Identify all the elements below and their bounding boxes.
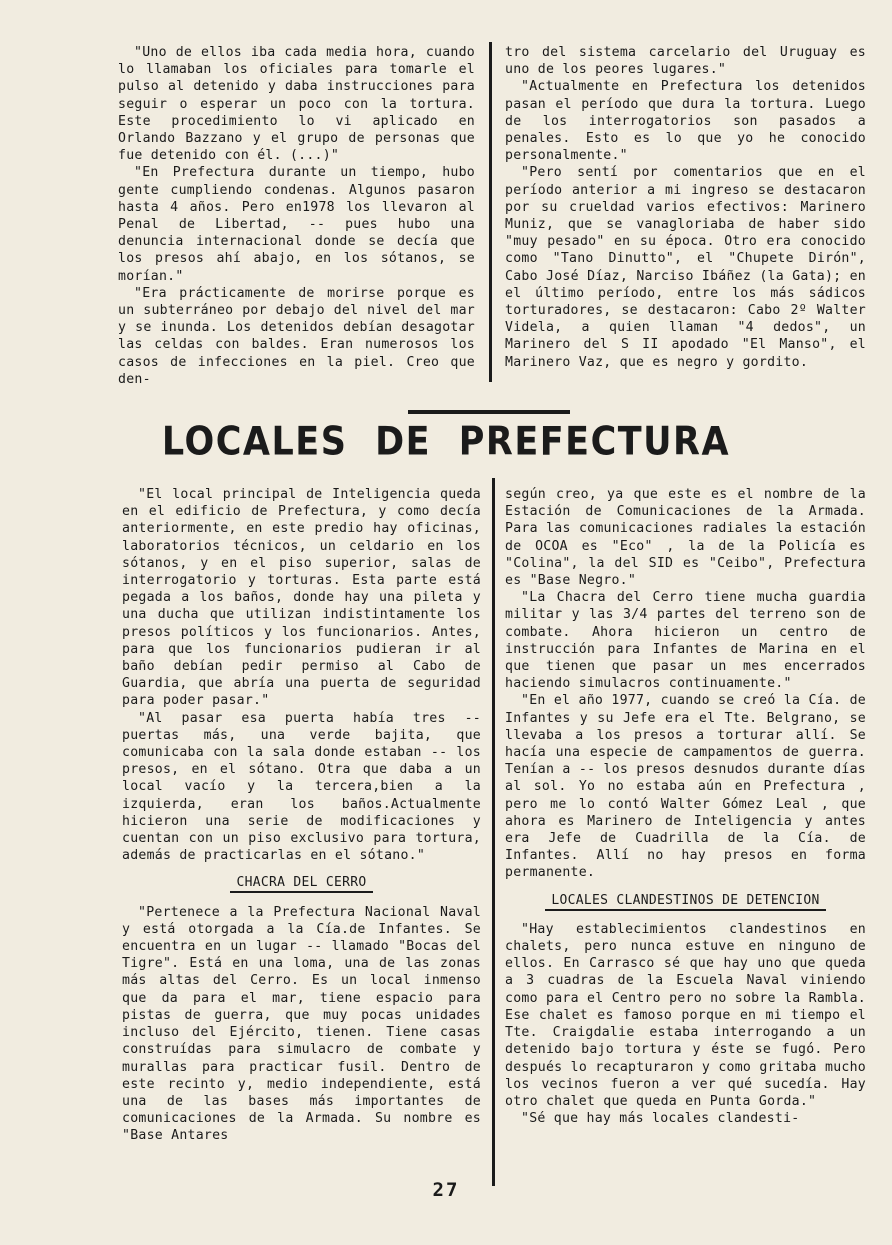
paragraph: "Pertenece a la Prefectura Nacional Naval y está otorgada a la Cía.de Infantes. Se encuentra en un lugar -- llamado "Bocas del Tigre". Está en una loma, una de las zonas más altas del Cerro. Es un local inmenso que da para el mar, tiene espacio para pistas de guerra, que muy pocas unidades incluso del Ejército, tienen. Tiene casas construídas para simulacro de combate y murallas para practicar fusil. Dentro de este recinto y, medio independiente, está una de las bases más importantes de comunicaciones de la Armada. Su nombre es "Base Antares: [122, 904, 481, 1144]
paragraph: tro del sistema carcelario del Uruguay es uno de los peores lugares.": [505, 45, 866, 78]
section-rule: [408, 410, 570, 414]
paragraph: "Sé que hay más locales clandesti-: [521, 1111, 800, 1127]
column-divider-top: [489, 42, 492, 382]
paragraph: "Actualmente en Prefectura los detenidos pasan el período que dura la tortura. Luego de los interrogatorios son pasados a penales. Esto es lo que yo he conocido personalmente.": [505, 79, 866, 164]
top-left-column: [118, 44, 475, 388]
paragraph: según creo, ya que este es el nombre de la Estación de Comunicaciones de la Armada. Para las comunicaciones radiales la estación de OCOA es "Eco" , la de la Policía es "Colina", la del SID es "Ceibo", Prefectura es "Base Negro.": [505, 487, 866, 589]
paragraph: "Pero sentí por comentarios que en el período anterior a mi ingreso se destacaron por su crueldad varios efectivos: Marinero Muniz, que se vanagloriaba de haber sido "muy pesado" en su época. Otro era conocido como "Tano Dinutto", el "Chupete Dirón", Cabo José Díaz, Narciso Ibáñez (la Gata); en el último período, entre los más sádicos torturadores, se destacaron: Cabo 2º Walter Videla, a quien llaman "4 dedos", un Marinero del S II apodado "El Manso", el Marinero Vaz, que es negro y gordito.: [505, 165, 866, 370]
subheading-text: CHACRA DEL CERRO: [230, 875, 372, 893]
section-title: LOCALES DE PREFECTURA: [161, 419, 731, 465]
paragraph: "Uno de ellos iba cada media hora, cuando lo llamaban los oficiales para tomarle el pulso al detenido y daba instrucciones para seguir o esperar un poco con la tortura. Este procedimiento lo vi aplicado en Orlando Bazzano y el grupo de personas que fue detenido con él. (...)": [118, 45, 475, 164]
bottom-right-column: [505, 486, 866, 1127]
subheading-chacra-del-cerro: [122, 874, 481, 891]
bottom-left-column: [122, 486, 481, 1145]
column-divider-bottom: [492, 478, 495, 1186]
paragraph: "El local principal de Inteligencia queda en el edificio de Prefectura, y como decía anteriormente, en este predio hay oficinas, laboratorios técnicos, un celdario en los sótanos, y en el piso superior, salas de interrogatorio y torturas. Esta parte está pegada a los baños, donde hay una pileta y una ducha que utilizan indistintamente los presos políticos y los funcionarios. Antes, para que los funcionarios pudieran ir al baño debían pedir permiso al Cabo de Guardia, que abría una puerta de seguridad para poder pasar.": [122, 487, 481, 709]
paragraph: "La Chacra del Cerro tiene mucha guardia militar y las 3/4 partes del terreno son de combate. Ahora hicieron un centro de instrucción para Infantes de Marina en el que tienen que pasar un mes encerrados haciendo simulacros continuamente.": [505, 590, 866, 692]
paragraph: "Era prácticamente de morirse porque es un subterráneo por debajo del nivel del mar y se inunda. Los detenidos debían desagotar las celdas con baldes. Eran numerosos los casos de infecciones en la piel. Creo que den-: [118, 285, 475, 387]
paragraph: "Al pasar esa puerta había tres -- puertas más, una verde bajita, que comunicaba con la sala donde estaban -- los presos, en el sótano. Otra que daba a un local vacío y la tercera,bien a la izquierda, eran los baños.Actualmente hicieron una serie de modificaciones y cuentan con un piso exclusivo para tortura, además de practicarlas en el sótano.": [122, 710, 481, 864]
paragraph: "Hay establecimientos clandestinos en chalets, pero nunca estuve en ninguno de ellos. En Carrasco sé que hay uno que queda a 3 cuadras de la Escuela Naval viniendo como para el Centro pero no sobre la Rambla. Ese chalet es famoso porque en mi tiempo el Tte. Craigdalie estaba interrogando a un detenido bajo tortura y éste se fugó. Pero después lo recapturaron y como gritaba mucho los vecinos fueron a ver qué sucedía. Hay otro chalet que queda en Punta Gorda.": [505, 921, 866, 1109]
top-right-column: [505, 44, 866, 371]
paragraph: "En Prefectura durante un tiempo, hubo gente cumpliendo condenas. Algunos pasaron hasta 4 años. Pero en1978 los llevaron al Penal de Libertad, -- pues hubo una denuncia internacional donde se decía que los presos ahí abajo, en los sótanos, se morían.": [118, 165, 475, 284]
page-number: 27: [432, 1179, 460, 1201]
paragraph: "En el año 1977, cuando se creó la Cía. de Infantes y su Jefe era el Tte. Belgrano, se llevaba a los presos a torturar allí. Se hacía una especie de campamentos de guerra. Tenían a -- los presos desnudos durante días al sol. Yo no estaba aún en Prefectura , pero me lo contó Walter Gómez Leal , que ahora es Marinero de Inteligencia y antes era Jefe de Cuadrilla de la Cía. de Infantes. Allí no hay presos en forma permanente.: [505, 693, 866, 881]
subheading-locales-clandestinos: [505, 892, 866, 909]
subheading-text: LOCALES CLANDESTINOS DE DETENCION: [545, 893, 825, 911]
